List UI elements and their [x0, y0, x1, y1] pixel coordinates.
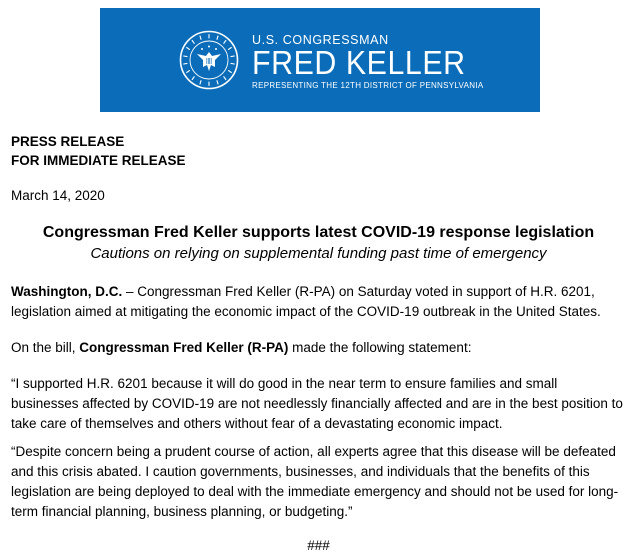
quote-paragraph-2: “Despite concern being a prudent course of action, all experts agree that this disease will be defeated and this crisis abated. I caution governments, businesses, and individuals that the benefits of this legislation are being deployed to deal with the immediate emergency and should not be used for long-term financial planning, business planning, or budgeting.”: [11, 444, 619, 519]
dateline: Washington, D.C.: [11, 284, 123, 299]
intro-text: – Congressman Fred Keller (R-PA) on Saturday voted in support of H.R. 6201, legislation aimed at mitigating the economic impact of the COVID-19 outbreak in the United States.: [11, 284, 601, 319]
banner-text: [252, 33, 537, 91]
house-of-representatives-seal-icon: [179, 30, 239, 90]
banner-district: REPRESENTING THE 12TH DISTRICT OF PENNSYLVANIA: [252, 81, 484, 90]
headline: Congressman Fred Keller supports latest COVID-19 response legislation: [42, 224, 595, 241]
end-mark: ###: [307, 538, 330, 553]
paragraph-statement-intro: [11, 338, 627, 358]
header-banner: [100, 8, 540, 112]
statement-speaker: Congressman Fred Keller (R-PA): [79, 340, 289, 355]
statement-prefix: On the bill,: [11, 340, 80, 355]
subheadline: Cautions on relying on supplemental funding past time of emergency: [90, 245, 547, 262]
immediate-release-label: FOR IMMEDIATE RELEASE: [11, 153, 186, 168]
release-date: March 14, 2020: [11, 188, 105, 203]
press-release-label: PRESS RELEASE: [11, 134, 125, 149]
quote-paragraph-1: “I supported H.R. 6201 because it will do good in the near term to ensure families and small businesses affected by COVID-19 are not needlessly financially affected and are in the best position to take care of themselves and others without fear of a devastating economic impact.: [11, 376, 623, 431]
statement-suffix: made the following statement:: [288, 340, 472, 355]
banner-name: FRED KELLER: [252, 44, 466, 81]
banner-title-small: U.S. CONGRESSMAN: [252, 33, 389, 47]
paragraph-intro: [11, 282, 627, 322]
